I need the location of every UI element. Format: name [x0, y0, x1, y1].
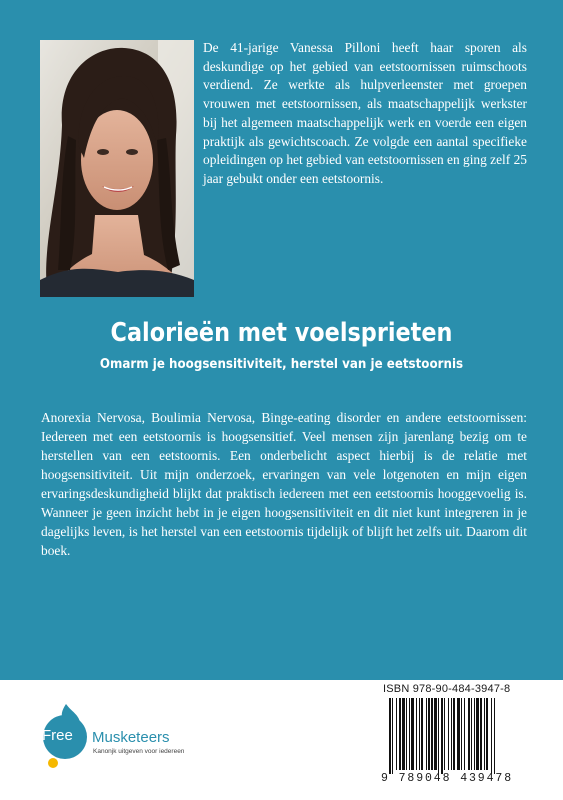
barcode-bar: [434, 698, 437, 770]
barcode-bar: [409, 698, 410, 770]
publisher-logo: [40, 702, 220, 772]
barcode-bar: [491, 698, 492, 774]
publisher-name-musketeers: Musketeers: [92, 729, 170, 746]
book-blurb: Anorexia Nervosa, Boulimia Nervosa, Binge-eating disorder en andere eetstoornissen: Iedereen met een eetstoornis is hoogsensitief. Veel mensen zijn jarenlang bezig om te herstellen van een eetstoornis. Een onderbelicht aspect hierbij is de relatie met hoogsensitiviteit. Uit mijn onderzoek, ervaringen van vele lotgenoten en mijn eigen ervaringsdeskundigheid blijkt dat praktisch iedereen met een eetstoornis hooggevoelig is. Wanneer je geen inzicht hebt in je eigen hoogsensitiviteit en dit niet kunt integreren in je dagelijks leven, is het herstel van een eetstoornis tijdelijk of blijft het zelfs uit. Daarom dit boek.: [41, 410, 527, 558]
book-subtitle: Omarm je hoogsensitiviteit, herstel van je eetstoornis: [99, 356, 464, 372]
barcode-digits: 9 789048 439478: [381, 772, 514, 785]
barcode-bar: [392, 698, 393, 774]
barcode-bar: [494, 698, 495, 774]
barcode-bar: [431, 698, 433, 770]
publisher-name-free: Free: [42, 727, 73, 744]
barcode-bar: [484, 698, 485, 770]
barcode-bar: [486, 698, 488, 770]
barcode-bar: [421, 698, 423, 770]
book-title: Calorieën met voelsprieten: [110, 318, 453, 348]
barcode-bar: [468, 698, 470, 770]
barcode-bar: [416, 698, 417, 770]
publisher-tagline: Kanonjk uitgeven voor iedereen: [93, 748, 185, 755]
barcode-bar: [441, 698, 443, 774]
barcode-bar: [457, 698, 460, 770]
barcode-bar: [399, 698, 401, 770]
barcode-bar: [480, 698, 482, 770]
barcode-bar: [471, 698, 472, 770]
author-photo: [40, 40, 194, 297]
barcode-bar: [476, 698, 479, 770]
barcode-bar: [453, 698, 455, 770]
barcode-bar: [474, 698, 475, 770]
barcode-bar: [428, 698, 430, 770]
barcode-bar: [461, 698, 462, 770]
barcode-bar: [406, 698, 407, 770]
barcode-bar: [402, 698, 405, 770]
barcode-bar: [438, 698, 439, 774]
barcode-bar: [419, 698, 420, 770]
author-portrait: [40, 40, 194, 297]
barcode-bar: [444, 698, 445, 770]
barcode: [389, 698, 539, 774]
barcode-bar: [411, 698, 414, 770]
barcode-bar: [426, 698, 427, 770]
barcode-bar: [389, 698, 391, 774]
isbn-label: ISBN 978-90-484-3947-8: [383, 683, 511, 695]
barcode-bar: [464, 698, 465, 770]
barcode-bar: [451, 698, 452, 770]
barcode-bar: [448, 698, 449, 770]
barcode-bar: [396, 698, 397, 770]
author-bio: De 41-jarige Vanessa Pilloni heeft haar sporen als deskundige op het gebied van eetstoornissen ruimschoots verdiend. Ze werkte als hulpverleenster met groepen vrouwen met eetstoornissen, als maatschappelijk werkster bij het algemeen maatschappelijk werk en voerde een eigen praktijk als gewichtscoach. Ze volgde een aantal specifieke opleidingen op het gebied van eetstoornissen en ging zelf 25 jaar gebukt onder een eetstoornis.: [203, 40, 527, 186]
